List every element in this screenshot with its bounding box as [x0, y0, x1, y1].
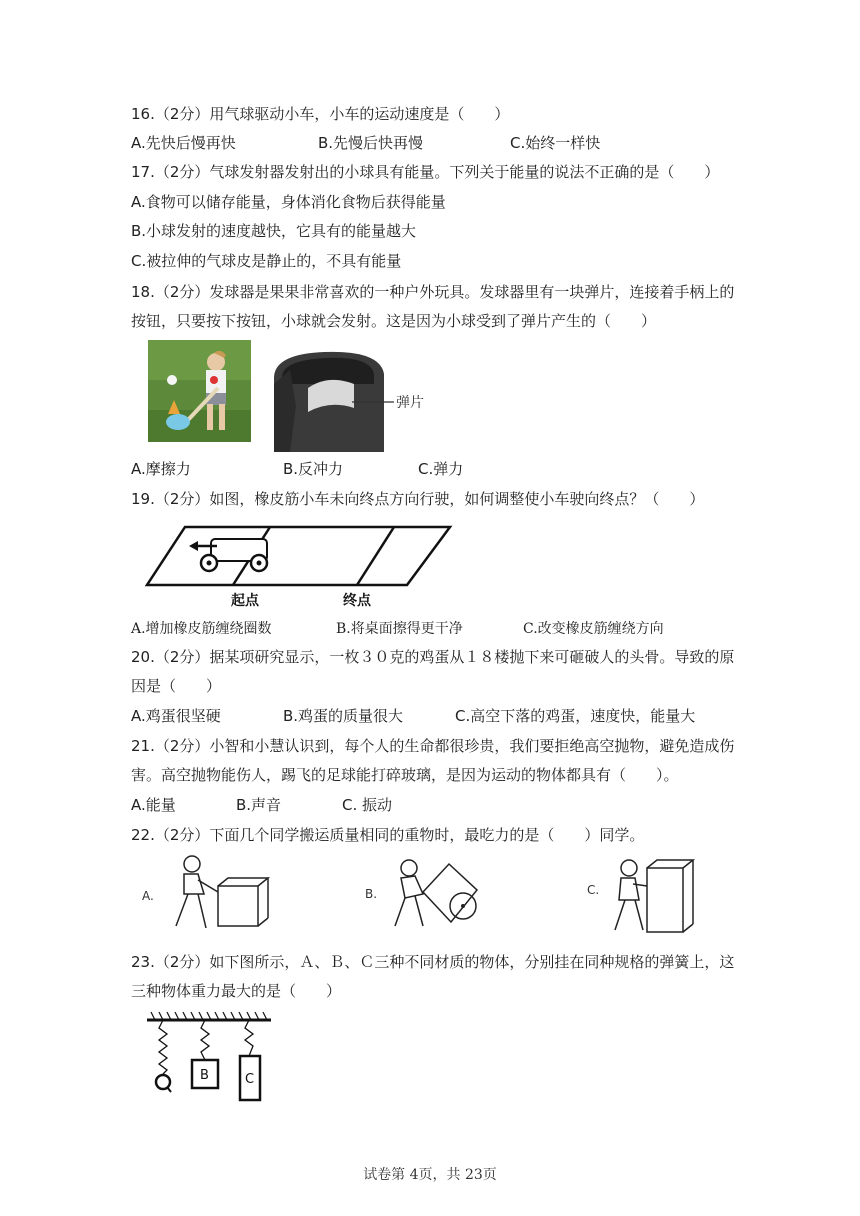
q17-option-c: C.被拉伸的气球皮是静止的，不具有能量	[131, 252, 402, 270]
q19-option-b: B.将桌面擦得更干净	[336, 621, 463, 637]
q18-option-a: A.摩擦力	[131, 460, 191, 478]
q17-stem: 17.（2分）气球发射器发射出的小球具有能量。下列关于能量的说法不正确的是（ ）	[131, 163, 720, 181]
q19-option-c: C.改变橡皮筋缠绕方向	[523, 621, 664, 637]
q23-stem-line1: 23.（2分）如下图所示，Ａ、Ｂ、Ｃ三种不同材质的物体，分别挂在同种规格的弹簧上，这	[131, 953, 735, 971]
q21-stem-line1: 21.（2分）小智和小慧认识到，每个人的生命都很珍贵，我们要拒绝高空抛物，避免造成伤	[131, 737, 735, 755]
q21-option-a: A.能量	[131, 796, 176, 814]
q18-photo-child-with-launcher	[148, 340, 251, 442]
q18-stem-line1: 18.（2分）发球器是果果非常喜欢的一种户外玩具。发球器里有一块弹片，连接着手柄上的	[131, 283, 735, 301]
q23-stem-line2: 三种物体重力最大的是（ ）	[131, 982, 342, 1000]
q18-spring-label: 弹片	[396, 395, 424, 411]
q18-option-b: B.反冲力	[283, 460, 344, 478]
q16-stem: 16.（2分）用气球驱动小车，小车的运动速度是（ ）	[131, 105, 510, 123]
q20-option-a: A.鸡蛋很坚硬	[131, 707, 221, 725]
q21-option-b: B.声音	[236, 796, 282, 814]
q17-option-a: A.食物可以储存能量，身体消化食物后获得能量	[131, 193, 446, 211]
q23-object-b-label: B	[200, 1068, 209, 1083]
q16-option-b: B.先慢后快再慢	[318, 134, 424, 152]
page-footer: 试卷第 4页，共 23页	[363, 1167, 497, 1183]
q18-launcher-diagram	[268, 344, 443, 452]
q20-stem-line1: 20.（2分）据某项研究显示，一枚３０克的鸡蛋从１８楼抛下来可砸破人的头骨。导致的原	[131, 648, 735, 666]
q22-figure-b-rolling-cylinder	[365, 852, 485, 934]
q23-object-c-label: C	[245, 1072, 255, 1087]
q16-option-c: C.始终一样快	[510, 134, 601, 152]
q22-fig-b-label: B.	[365, 887, 378, 901]
q16-option-a: A.先快后慢再快	[131, 134, 236, 152]
q17-option-b: B.小球发射的速度越快，它具有的能量越大	[131, 222, 417, 240]
q18-option-c: C.弹力	[418, 460, 464, 478]
q19-option-a: A.增加橡皮筋缠绕圈数	[131, 621, 272, 637]
q19-start-label: 起点	[231, 593, 259, 609]
q21-stem-line2: 害。高空抛物能伤人，踢飞的足球能打碎玻璃，是因为运动的物体都具有（ ）。	[131, 766, 679, 784]
q20-option-c: C.高空下落的鸡蛋，速度快，能量大	[455, 707, 696, 725]
q22-fig-a-label: A.	[142, 889, 154, 903]
q19-finish-label: 终点	[343, 593, 371, 609]
q20-stem-line2: 因是（ ）	[131, 677, 222, 695]
q19-stem: 19.（2分）如图，橡皮筋小车未向终点方向行驶，如何调整使小车驶向终点？（ ）	[131, 490, 705, 508]
q18-stem-line2: 按钮，只要按下按钮，小球就会发射。这是因为小球受到了弹片产生的（ ）	[131, 312, 657, 330]
q19-track-diagram	[145, 519, 455, 611]
q23-springs-diagram	[145, 1008, 275, 1104]
q22-figure-a-pushing-box	[140, 852, 270, 934]
q21-option-c: C. 振动	[342, 796, 393, 814]
q22-stem: 22.（2分）下面几个同学搬运质量相同的重物时，最吃力的是（ ）同学。	[131, 826, 645, 844]
q22-figure-c-lifting-box	[585, 846, 695, 936]
q22-fig-c-label: C.	[587, 883, 600, 897]
q20-option-b: B.鸡蛋的质量很大	[283, 707, 404, 725]
